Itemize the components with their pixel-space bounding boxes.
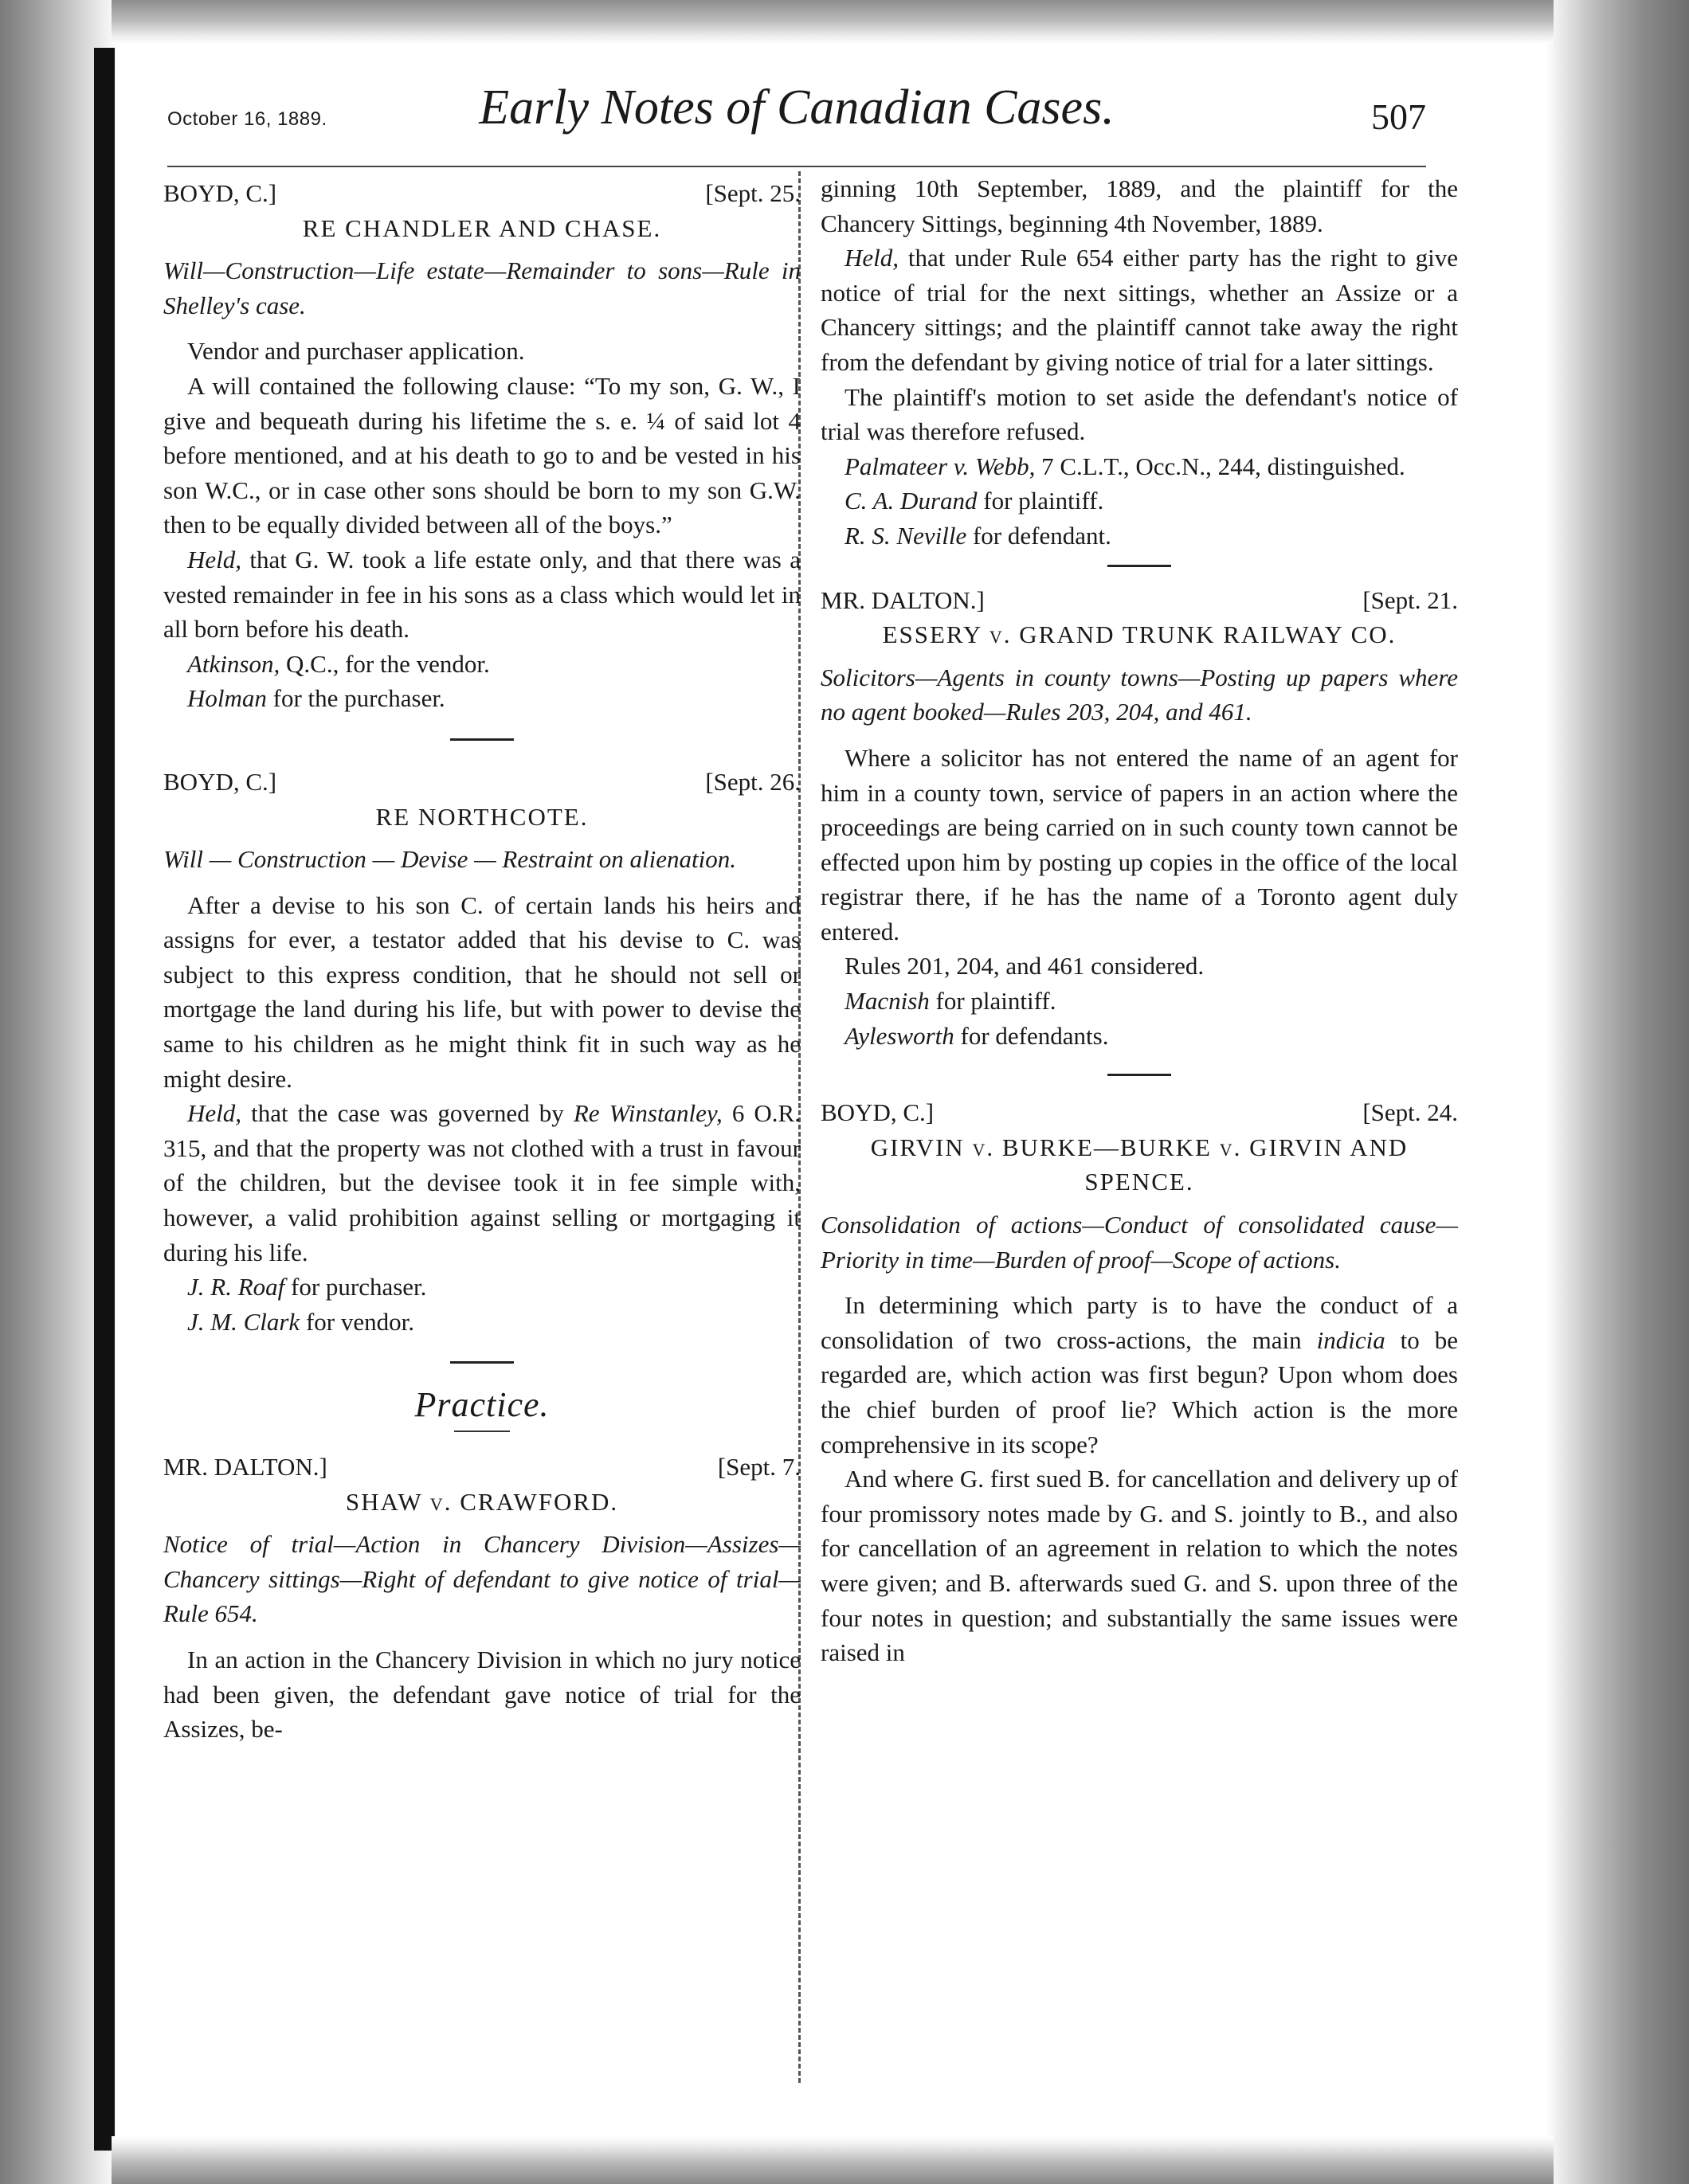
header-rule xyxy=(167,166,1426,167)
section-rule xyxy=(454,1431,510,1432)
case-title: GIRVIN v. BURKE—BURKE v. GIRVIN AND SPENCE. xyxy=(870,1133,1409,1196)
held-text: 6 O.R. 315, and that the property was not clothed with a trust in favour of the children, but the devisee took it in fee simple with, however, a valid prohibition against selling or mortgaging it during his life. xyxy=(163,1099,801,1266)
page-number: 507 xyxy=(1371,96,1426,137)
counsel-line xyxy=(821,984,1458,1019)
right-column xyxy=(821,171,1458,1670)
case-date: [Sept. 21. xyxy=(1362,585,1458,614)
judge-line xyxy=(163,1450,801,1485)
scan-edge-right xyxy=(1546,0,1689,2184)
held-paragraph xyxy=(821,241,1458,379)
paragraph: In an action in the Chancery Division in which no jury notice had been given, the defendant gave notice of trial for the Assizes, be- xyxy=(163,1645,801,1744)
counsel-line xyxy=(821,1019,1458,1054)
header-title: Early Notes of Canadian Cases. xyxy=(479,80,1115,135)
case-citation: Palmateer v. Webb, xyxy=(844,452,1036,480)
held-paragraph xyxy=(163,1096,801,1270)
paragraph: After a devise to his son C. of certain lands his heirs and assigns for ever, a testator added that his devise to C. was subject to this express condition, that he should not sell or mortgage the land during his life, but with power to devise the same to his children as he might think fit in such way as he might desire. xyxy=(163,890,801,1093)
held-label: Held, xyxy=(187,545,242,573)
held-label: Held, xyxy=(844,244,899,272)
paragraph: The plaintiff's motion to set aside the defendant's notice of trial was therefore refused. xyxy=(821,382,1458,446)
counsel-line xyxy=(163,1305,801,1340)
scan-edge-bottom xyxy=(112,2136,1554,2184)
case-shaw-v-crawford-continued xyxy=(821,171,1458,554)
counsel-role: for plaintiff. xyxy=(977,487,1104,515)
case-date: [Sept. 24. xyxy=(1362,1098,1458,1127)
held-text: that under Rule 654 either party has the right to give notice of trial for the next sittings, whether an Assize or a Chancery sittings; and the plaintiff cannot take away the right from the defendant by giving notice of trial for a later sittings. xyxy=(821,244,1458,376)
counsel-name: J. M. Clark xyxy=(187,1307,300,1336)
case-separator xyxy=(1107,565,1171,567)
judge: MR. DALTON.] xyxy=(163,1453,327,1481)
counsel-name: C. A. Durand xyxy=(844,487,978,515)
judge: MR. DALTON.] xyxy=(821,585,985,614)
case-title: ESSERY v. GRAND TRUNK RAILWAY CO. xyxy=(882,620,1397,649)
citation-text: 7 C.L.T., Occ.N., 244, distinguished. xyxy=(1035,452,1405,480)
counsel-role: for vendor. xyxy=(300,1307,414,1336)
counsel-name: Holman xyxy=(187,684,267,713)
case-date: [Sept. 26. xyxy=(705,767,801,796)
counsel-name: Atkinson, xyxy=(187,649,280,678)
held-label: Held, xyxy=(187,1099,242,1128)
counsel-name: J. R. Roaf xyxy=(187,1273,285,1301)
headnote: Solicitors—Agents in county towns—Posting up papers where no agent booked—Rules 203, 204, and 461. xyxy=(821,663,1458,726)
counsel-name: Macnish xyxy=(844,987,930,1016)
case-date: [Sept. 25. xyxy=(705,179,801,207)
paragraph-text: In determining which party is to have the conduct of a consolidation of two cross-actions, the main xyxy=(821,1291,1458,1354)
judge-line xyxy=(821,1095,1458,1130)
headnote: Notice of trial—Action in Chancery Division—Assizes—Chancery sittings—Right of defendant to give notice of trial—Rule 654. xyxy=(163,1530,801,1628)
scan-edge-top xyxy=(112,0,1554,44)
paragraph: Rules 201, 204, and 461 considered. xyxy=(844,952,1205,980)
paragraph: Vendor and purchaser application. xyxy=(187,337,525,366)
judge-line xyxy=(163,765,801,800)
case-re-chandler xyxy=(163,176,801,716)
counsel-line xyxy=(163,1270,801,1305)
held-text: that the case was governed by xyxy=(241,1099,574,1128)
counsel-role: Q.C., for the vendor. xyxy=(280,649,490,678)
case-citation: Re Winstanley, xyxy=(573,1099,723,1128)
counsel-line xyxy=(821,483,1458,519)
citation-paragraph xyxy=(821,449,1458,484)
counsel-name: R. S. Neville xyxy=(844,521,967,550)
case-re-northcote xyxy=(163,765,801,1340)
case-essery-v-grand-trunk xyxy=(821,583,1458,1054)
header-date: October 16, 1889. xyxy=(167,108,327,130)
case-separator xyxy=(450,738,514,741)
judge: BOYD, C.] xyxy=(821,1098,935,1127)
counsel-role: for the purchaser. xyxy=(266,684,445,713)
case-title: RE CHANDLER AND CHASE. xyxy=(302,213,662,242)
judge: BOYD, C.] xyxy=(163,179,277,207)
judge-line xyxy=(163,176,801,211)
counsel-role: for purchaser. xyxy=(284,1273,427,1301)
case-date: [Sept. 7. xyxy=(717,1453,801,1481)
paragraph-text: to be regarded are, which action was first begun? Upon whom does the chief burden of proof lie? Which action is the more comprehensive in its scope? xyxy=(821,1325,1459,1458)
counsel-line xyxy=(163,681,801,716)
counsel-name: Aylesworth xyxy=(844,1021,954,1050)
judge-line xyxy=(821,583,1458,618)
emphasis: indicia xyxy=(1316,1325,1385,1354)
page-header xyxy=(167,80,1426,159)
held-paragraph xyxy=(163,542,801,647)
counsel-role: for defendant. xyxy=(966,521,1111,550)
held-text: that G. W. took a life estate only, and that there was a vested remainder in fee in his sons as a class which would let in all born before his death. xyxy=(163,545,801,644)
paragraph: And where G. first sued B. for cancellation and delivery up of four promissory notes made by G. and S. jointly to B., and also for cancellation of an agreement in relation to which the notes were given; and B. afterwards sued G. and S. upon three of the four notes in question; and substantially the same issues were raised in xyxy=(821,1465,1458,1667)
left-column xyxy=(163,171,801,1747)
headnote: Will—Construction—Life estate—Remainder to sons—Rule in Shelley's case. xyxy=(163,256,801,319)
paragraph: Where a solicitor has not entered the name of an agent for him in a county town, service of papers in an action where the proceedings are being carried on in such county town cannot be effected upon him by posting up copies in the office of the local registrar there, if he has the name of a Toronto agent duly entered. xyxy=(821,743,1458,945)
headnote: Consolidation of actions—Conduct of consolidated cause—Priority in time—Burden of proof—Scope of actions. xyxy=(821,1211,1458,1274)
counsel-role: for plaintiff. xyxy=(929,987,1056,1016)
headnote: Will — Construction — Devise — Restraint on alienation. xyxy=(163,845,737,874)
paragraph: ginning 10th September, 1889, and the plaintiff for the Chancery Sittings, beginning 4th November, 1889. xyxy=(821,174,1458,237)
counsel-line xyxy=(821,519,1458,554)
paragraph xyxy=(821,1288,1458,1462)
counsel-role: for defendants. xyxy=(954,1021,1109,1050)
case-title: RE NORTHCOTE. xyxy=(375,802,589,831)
case-separator xyxy=(1107,1074,1171,1076)
case-title: SHAW v. CRAWFORD. xyxy=(345,1487,619,1516)
judge: BOYD, C.] xyxy=(163,767,277,796)
case-shaw-v-crawford xyxy=(163,1450,801,1747)
case-separator xyxy=(450,1361,514,1364)
section-heading: Practice. xyxy=(414,1385,550,1425)
scan-spine xyxy=(94,48,115,2151)
paragraph: A will contained the following clause: “To my son, G. W., I give and bequeath during his lifetime the s. e. ¼ of said lot 4 before mentioned, and at his death to go to and be vested in his son W.C., or in case other sons should be born to my son G.W. then to be equally divided between all of the boys.” xyxy=(163,371,801,539)
case-girvin-v-burke xyxy=(821,1095,1458,1670)
counsel-line xyxy=(163,647,801,682)
